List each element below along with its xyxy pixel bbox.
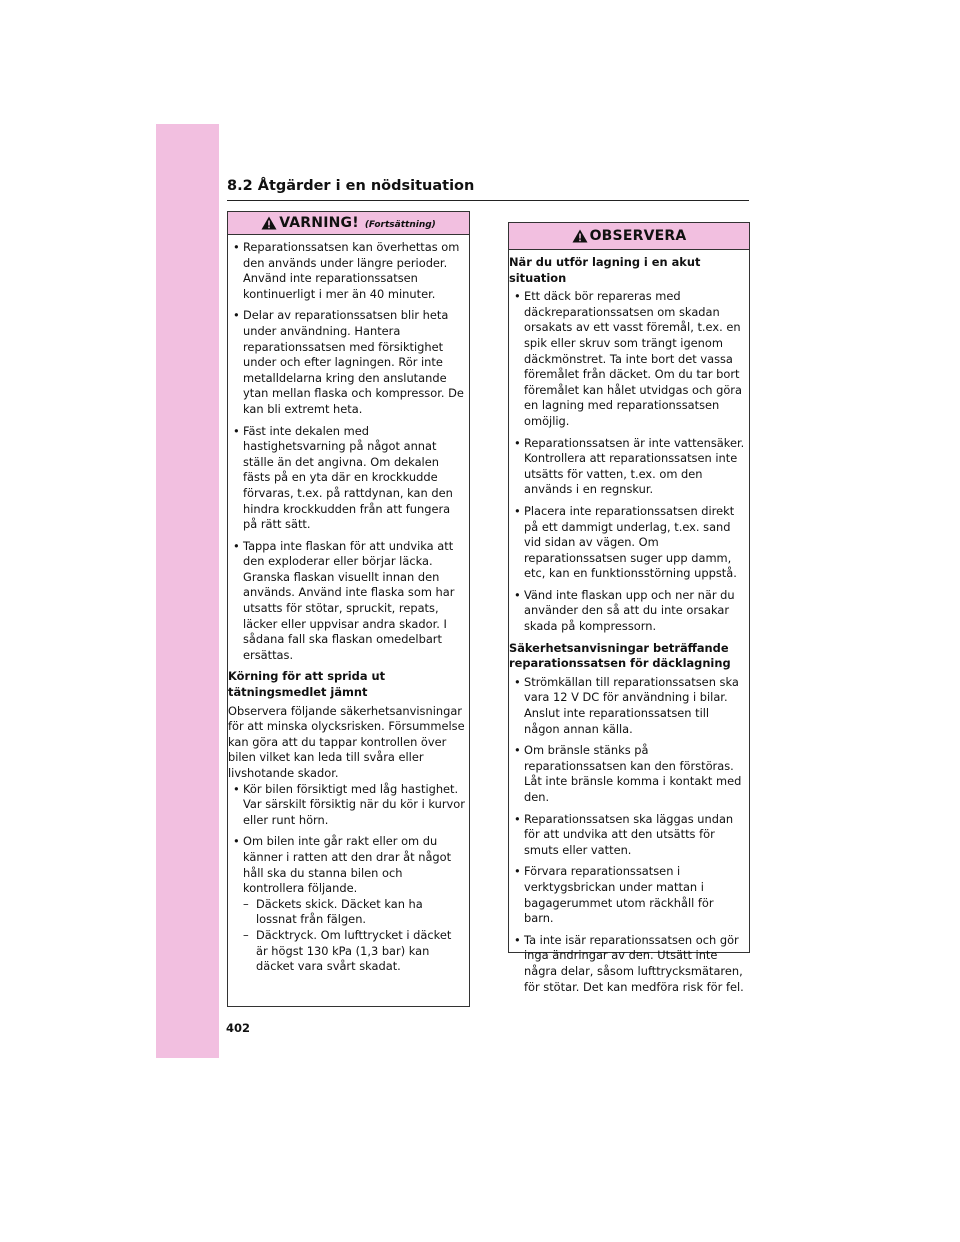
list-item: • Vänd inte flaskan upp och ner när du använder den så att du inte orsakar skada på kompressorn. bbox=[509, 588, 745, 635]
safety-subheading: Säkerhetsanvisningar beträffande reparationssatsen för däcklagning bbox=[509, 640, 731, 671]
list-item bbox=[228, 834, 465, 974]
list-item: • Tappa inte flaskan för att undvika att den exploderar eller börjar läcka. Granska flaskan visuellt innan den används. Använd inte flaska som har utsatts för stötar, spruckit, repats, läcker eller uppvisar andra skador. I sådana fall ska flaskan omedelbart ersättas. bbox=[228, 539, 465, 664]
dash-item: – Däcktryck. Om lufttrycket i däcket är högst 130 kPa (1,3 bar) kan däcket vara svårt skadat. bbox=[243, 928, 465, 975]
page-number: 402 bbox=[226, 1021, 251, 1035]
list-item: • Ett däck bör repareras med däckreparationssatsen om skadan orsakats av ett vasst föremål, t.ex. en spik eller skruv som trängt igenom däckmönstret. Ta inte bort det vassa föremålet från däcket. Om du tar bort föremålet kan hålet utvidgas och göra en lagning med reparationssatsen omöjlig. bbox=[509, 289, 745, 429]
driving-bullet-list bbox=[228, 782, 465, 975]
driving-paragraph: Observera följande säkerhetsanvisningar för att minska olycksrisken. Försummelse kan göra att du tappar kontrollen över bilen vilket kan leda till svåra eller livshotande skador. bbox=[228, 703, 465, 780]
list-item: • Reparationssatsen kan överhettas om den används under längre perioder. Använd inte reparationssatsen kontinuerligt i mer än 40 minuter. bbox=[228, 240, 465, 302]
dash-item: – Däckets skick. Däcket kan ha lossnat från fälgen. bbox=[243, 897, 465, 928]
check-dash-list bbox=[243, 897, 465, 975]
warning-box bbox=[227, 211, 470, 1007]
notice-title: OBSERVERA bbox=[589, 228, 687, 244]
list-item: • Förvara reparationssatsen i verktygsbrickan under mattan i bagagerummet utom räckhåll för barn. bbox=[509, 864, 745, 926]
warning-body bbox=[228, 235, 469, 975]
list-item: • Reparationssatsen är inte vattensäker. Kontrollera att reparationssatsen inte utsätts för vatten, t.ex. om den används i en regnskur. bbox=[509, 436, 745, 498]
warning-title: VARNING! bbox=[279, 215, 359, 231]
list-item: • Delar av reparationssatsen blir heta under användning. Hantera reparationssatsen med försiktighet under och efter lagningen. Rör inte metalldelarna kring den anslutande ytan mellan flaska och kompressor. De kan bli extremt heta. bbox=[228, 308, 465, 417]
list-item: • Fäst inte dekalen med hastighetsvarning på något annat ställe än det angivna. Om dekalen fästs på en yta där en krockkudde förvaras, t.ex. på rattdynan, kan den hindra krockkudden från att fungera på rätt sätt. bbox=[228, 424, 465, 533]
list-item-text: Om bilen inte går rakt eller om du känner i ratten att den drar åt något håll ska du stanna bilen och kontrollera följande. bbox=[243, 834, 452, 896]
notice-box bbox=[508, 222, 750, 994]
list-item: • Ta inte isär reparationssatsen och gör inga ändringar av den. Utsätt inte några delar, såsom lufttrycksmätaren, för stötar. Det kan medföra risk för fel. bbox=[509, 933, 745, 995]
warning-triangle-icon bbox=[572, 229, 588, 243]
list-item: • Reparationssatsen ska läggas undan för att undvika att den utsätts för smuts eller vatten. bbox=[509, 812, 745, 859]
notice-body bbox=[509, 250, 749, 995]
section-divider bbox=[227, 200, 749, 201]
warning-bullet-list bbox=[228, 240, 465, 663]
warning-triangle-icon bbox=[261, 216, 277, 230]
safety-bullet-list bbox=[509, 675, 745, 995]
list-item: • Kör bilen försiktigt med låg hastighet. Var särskilt försiktig när du kör i kurvor eller runt hörn. bbox=[228, 782, 465, 829]
warning-subtitle: (Fortsättning) bbox=[364, 219, 436, 230]
warning-box-header bbox=[228, 212, 469, 235]
driving-subheading: Körning för att sprida ut tätningsmedlet jämnt bbox=[228, 669, 386, 700]
section-title: 8.2 Åtgärder i en nödsituation bbox=[227, 178, 475, 194]
emergency-bullet-list bbox=[509, 289, 745, 634]
list-item: • Om bränsle stänks på reparationssatsen kan den förstöras. Låt inte bränsle komma i kontakt med den. bbox=[509, 743, 745, 805]
notice-box-header bbox=[509, 223, 749, 250]
chapter-tab bbox=[156, 124, 219, 1058]
list-item: • Strömkällan till reparationssatsen ska vara 12 V DC för användning i bilar. Anslut inte reparationssatsen till någon annan källa. bbox=[509, 675, 745, 737]
list-item: • Placera inte reparationssatsen direkt på ett dammigt underlag, t.ex. sand vid sidan av vägen. Om reparationssatsen suger upp damm, etc, kan en funktionsstörning uppstå. bbox=[509, 504, 745, 582]
emergency-subheading: När du utför lagning i en akut situation bbox=[509, 255, 701, 285]
